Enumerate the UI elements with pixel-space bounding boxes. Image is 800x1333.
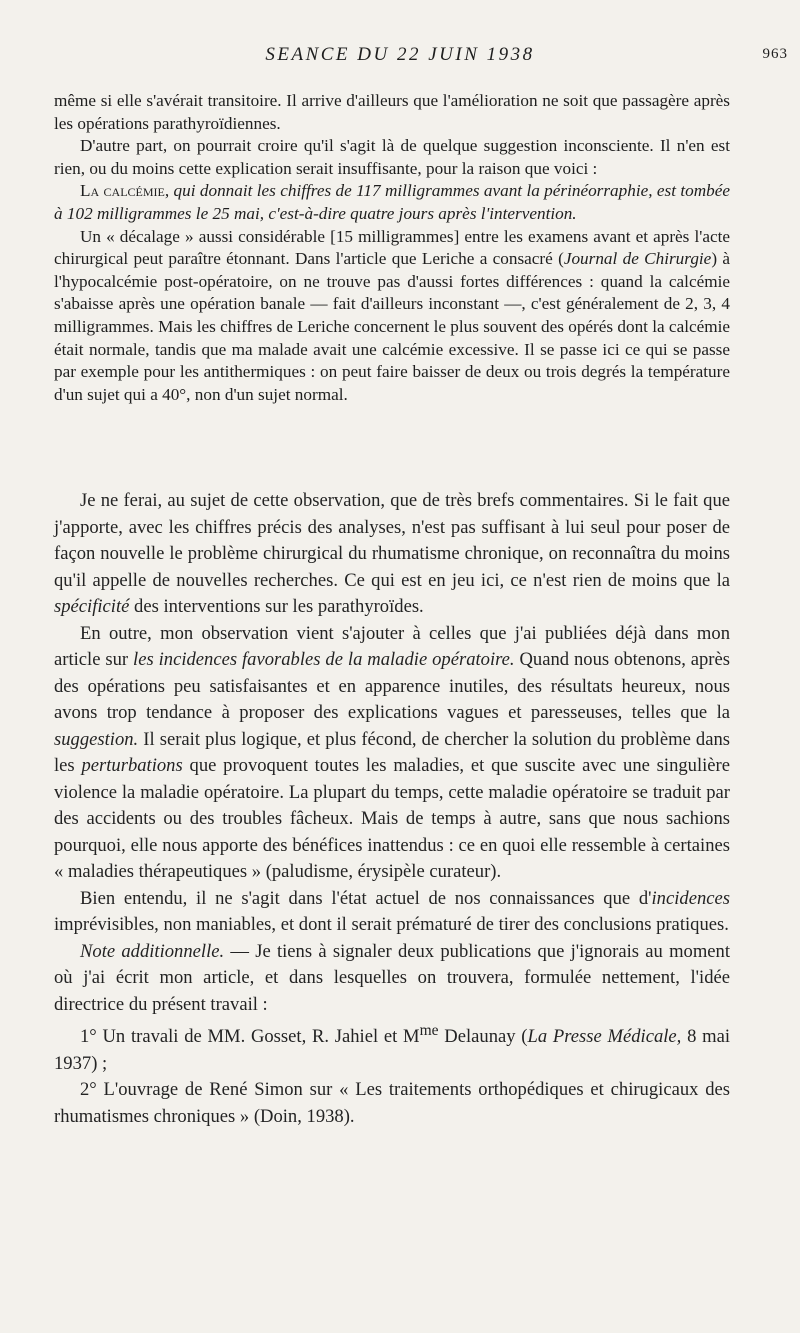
paragraph-commentaires: Je ne ferai, au sujet de cette observation, que de très brefs commentaires. Si le fait que j'apporte, avec les chiffres précis des analyses, n'est pas suffisant à lui seul pour poser de façon nouvelle le problème chirurgical du rhumatisme chronique, on reconnaîtra du moins qu'il appelle de nouvelles recherches. Ce qui est en jeu ici, ce n'est rien de moins que la spécificité des interventions sur les parathyroïdes.	[54, 490, 730, 617]
paragraph-note-additionnelle: Note additionnelle. — Je tiens à signaler deux publications que j'ignorais au moment où j'ai écrit mon article, et dans lesquelles on trouvera, formulée nettement, l'idée directrice du présent travail :	[54, 940, 731, 1015]
reference-item-2: 2° L'ouvrage de René Simon sur « Les traitements orthopédiques et chirugicaux des rhumatismes chroniques » (Doin, 1938).	[54, 1079, 730, 1127]
calcemie-label: La calcémie,	[80, 181, 170, 201]
paragraph-decalage: Un « décalage » aussi considérable [15 milligrammes] entre les examens avant et après l'acte chirurgical peut paraître étonnant. Dans l'article que Leriche a consacré (Journal de Chirurgie) à l'hypocalcémie post-opératoire, on ne trouve pas d'aussi fortes différences : quand la calcémie s'abaisse après une opération banale — fait d'ailleurs inconstant —, c'est généralement de 2, 3, 4 milligrammes. Mais les chiffres de Leriche concernent le plus souvent des opérés dont la calcémie était normale, tandis que ma malade avait une calcémie excessive. Il se passe ici ce qui se passe par exemple pour les antithermiques : on peut faire baisser de deux ou trois degrés la température d'un sujet qui a 40°, non d'un sujet normal.	[54, 226, 730, 404]
paragraph-continuation: même si elle s'avérait transitoire. Il arrive d'ailleurs que l'amélioration ne soit que passagère après les opérations parathyroïdiennes.	[54, 91, 730, 133]
calcemie-italic-text: qui donnait les chiffres de 117 milligrammes avant la périnéorraphie, est tombée à 102 milligrammes le 25 mai, c'est-à-dire quatre jours après l'intervention.	[54, 181, 731, 223]
page-header	[0, 44, 800, 74]
small-print-section	[54, 90, 730, 406]
paragraph-bien-entendu: Bien entendu, il ne s'agit dans l'état actuel de nos connaissances que d'incidences imprévisibles, non maniables, et dont il serait prématuré de tirer des conclusions pratiques.	[54, 887, 730, 935]
paragraph-calcemie	[54, 180, 730, 225]
main-text-section	[54, 488, 730, 1130]
paragraph-suggestion: D'autre part, on pourrait croire qu'il s'agit là de quelque suggestion inconsciente. Il n'en est rien, ou du moins cette explication serait insuffisante, pour la raison que voici :	[54, 136, 730, 178]
paragraph-en-outre: En outre, mon observation vient s'ajouter à celles que j'ai publiées déjà dans mon article sur les incidences favorables de la maladie opératoire. Quand nous obtenons, après des opérations peu satisfaisantes et en apparence inutiles, des résultats heureux, nous avons trop tendance à proposer des explications vagues et paresseuses, telles que la suggestion. Il serait plus logique, et plus fécond, de chercher la solution du problème dans les perturbations que provoquent toutes les maladies, et que suscite avec une singulière violence la maladie opératoire. La plupart du temps, cette maladie opératoire se traduit par des accidents ou des troubles fâcheux. Mais de temps à autre, sans que nous sachions pourquoi, elle nous apporte des bénéfices inattendus : ce en quoi elle ressemble à certaines « maladies thérapeutiques » (paludisme, érysipèle curateur).	[54, 622, 730, 882]
running-title: SEANCE DU 22 JUIN 1938	[265, 44, 535, 65]
journal-title: Journal de Chirurgie	[563, 249, 712, 269]
reference-item-1: 1° Un travali de MM. Gosset, R. Jahiel et $M^{me}$ Delaunay (La Presse Médicale, 8 mai 1937) ;	[54, 1022, 731, 1074]
page-number: 963	[762, 46, 788, 62]
